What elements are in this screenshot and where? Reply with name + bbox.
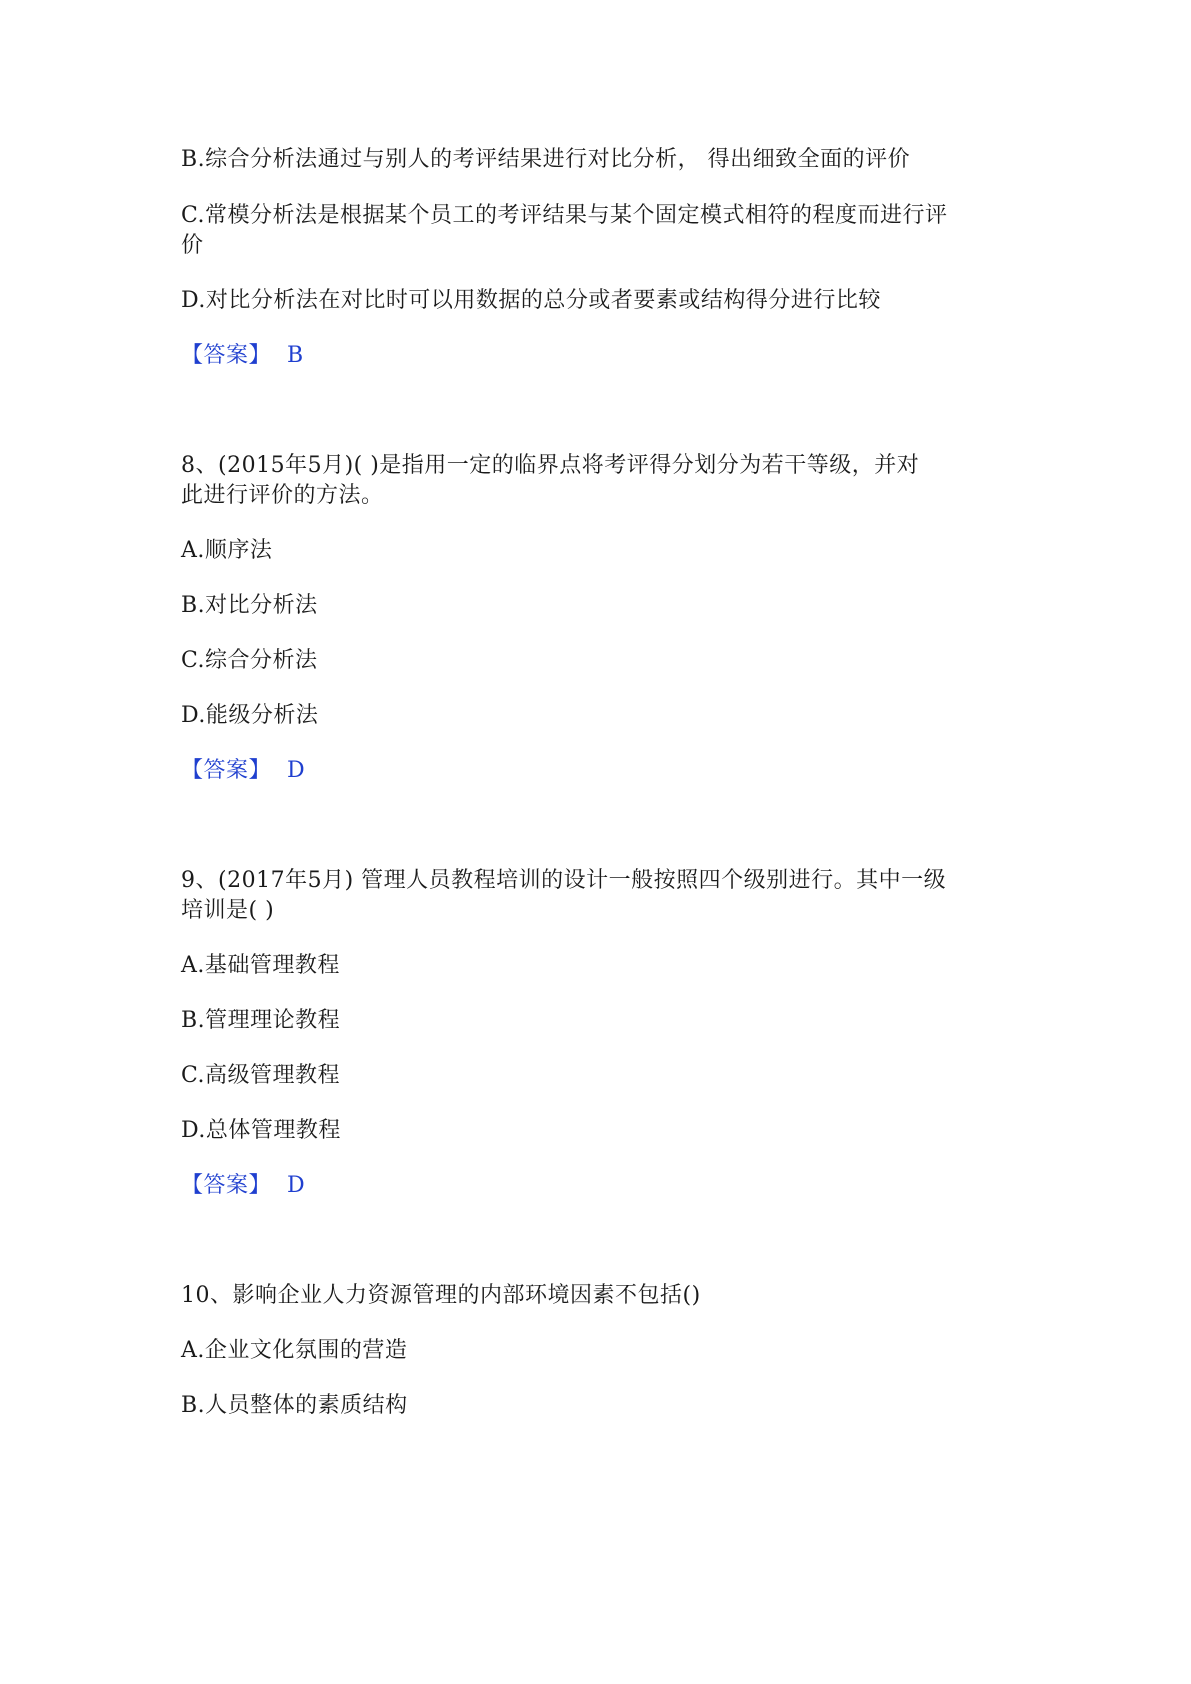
answer-value: D bbox=[287, 758, 306, 783]
q7-option-b: B.综合分析法通过与别人的考评结果进行对比分析， 得出细致全面的评价 bbox=[181, 147, 911, 172]
q9-answer bbox=[181, 1170, 1021, 1202]
q8-answer bbox=[181, 755, 1021, 787]
q7-option-c-line2: 价 bbox=[181, 233, 204, 258]
answer-value: B bbox=[287, 343, 304, 368]
q8-stem-line1: 8、(2015年5月)( )是指用一定的临界点将考评得分划分为若干等级，并对 bbox=[181, 453, 920, 478]
q9-option-a: A.基础管理教程 bbox=[181, 953, 340, 978]
q8-option-c: C.综合分析法 bbox=[181, 648, 318, 673]
q8-option-a: A.顺序法 bbox=[181, 538, 273, 563]
q9-option-c: C.高级管理教程 bbox=[181, 1063, 341, 1088]
q9-option-b: B.管理理论教程 bbox=[181, 1008, 341, 1033]
q7-option-c-line1: C.常模分析法是根据某个员工的考评结果与某个固定模式相符的程度而进行评 bbox=[181, 203, 948, 228]
q10-option-b: B.人员整体的素质结构 bbox=[181, 1393, 408, 1418]
q10-stem: 10、影响企业人力资源管理的内部环境因素不包括() bbox=[181, 1283, 701, 1308]
q7-answer bbox=[181, 340, 1021, 372]
answer-value: D bbox=[287, 1173, 306, 1198]
q9-option-d: D.总体管理教程 bbox=[181, 1118, 341, 1143]
q8-stem-line2: 此进行评价的方法。 bbox=[181, 483, 384, 508]
answer-label: 【答案】 bbox=[181, 343, 272, 368]
q10-option-a: A.企业文化氛围的营造 bbox=[181, 1338, 408, 1363]
answer-label: 【答案】 bbox=[181, 1173, 272, 1198]
answer-label: 【答案】 bbox=[181, 758, 272, 783]
q9-stem-line1: 9、(2017年5月) 管理人员教程培训的设计一般按照四个级别进行。其中一级 bbox=[181, 868, 947, 893]
q8-option-d: D.能级分析法 bbox=[181, 703, 319, 728]
q8-option-b: B.对比分析法 bbox=[181, 593, 318, 618]
q7-option-d: D.对比分析法在对比时可以用数据的总分或者要素或结构得分进行比较 bbox=[181, 288, 881, 313]
q9-stem-line2: 培训是( ) bbox=[181, 898, 275, 923]
